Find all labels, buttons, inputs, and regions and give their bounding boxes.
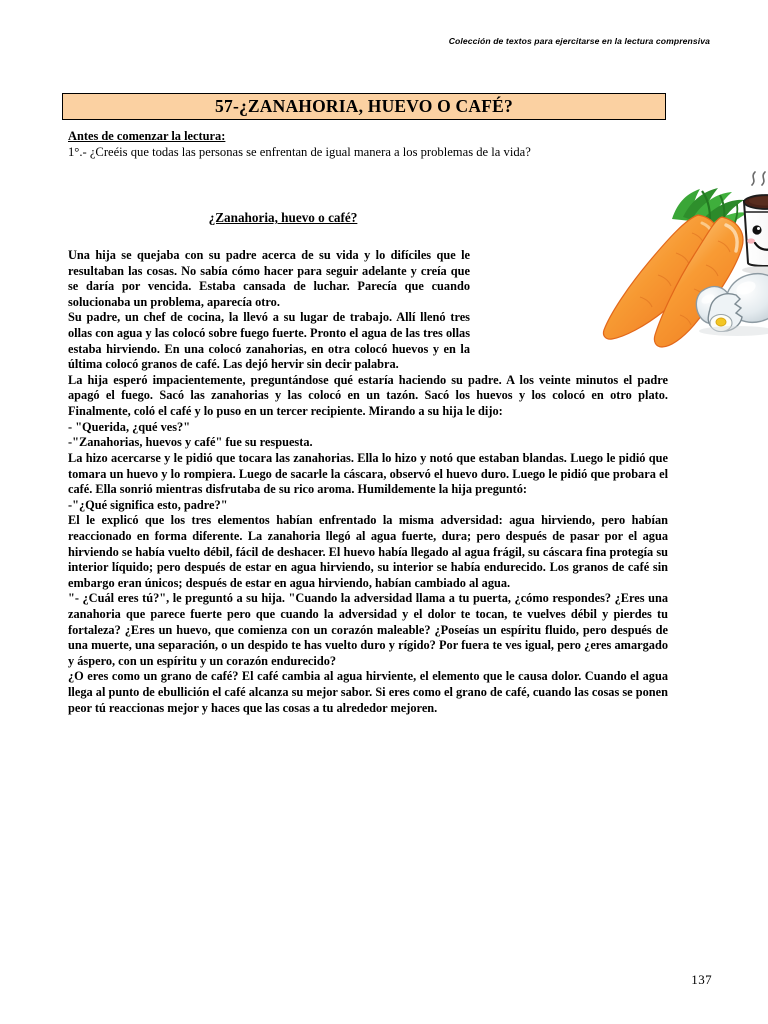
illustration-text-wrap-spacer bbox=[470, 248, 668, 358]
mug-smile bbox=[755, 243, 768, 250]
story-dialogue-line: -"¿Qué significa esto, padre?" bbox=[68, 497, 228, 512]
story-dialogue-line: -"Zanahorias, huevos y café" fue su respuesta. bbox=[68, 435, 313, 450]
story-paragraph: ¿O eres como un grano de café? El café cambia al agua hirviente, el elemento que le causa dolor. Cuando el agua llega al punto de ebullición el café alcanza su mejor sabor. Si eres como el grano de café, cuando las cosas se ponen peor tú reaccionas mejor y haces que las cosas a tu alrededor mejoren. bbox=[68, 669, 668, 715]
story-paragraph: "- ¿Cuál eres tú?", le preguntó a su hija. "Cuando la adversidad llama a tu puerta, ¿cómo respondes? ¿Eres una zanahoria que parece fuerte pero que cuando la adversidad y el dolor te tocan, te vuelves débil y pierdes tu fortaleza? ¿Eres un huevo, que comienza con un corazón maleable? ¿Poseías un espíritu fluido, pero después de una muerte, una separación, o un despido te has vuelto duro y rígido? Por fuera te ves igual, pero ¿eres amargado y áspero, con un espíritu y un corazón endurecido? bbox=[68, 591, 668, 668]
story-paragraph: La hija esperó impacientemente, preguntándose qué estaría haciendo su padre. A los veinte minutos el padre apagó el fuego. Sacó las zanahorias y las colocó en un tazón. Sacó los huevos y los colocó en otro plato. Finalmente, coló el café y lo puso en un tercer recipiente. Mirando a su hija le dijo: bbox=[68, 372, 668, 419]
page-number: 137 bbox=[691, 972, 712, 987]
mug-eye-left bbox=[752, 225, 761, 234]
running-header: Colección de textos para ejercitarse en la lectura comprensiva bbox=[448, 36, 710, 46]
steam-icon bbox=[752, 172, 768, 186]
story-paragraph: El le explicó que los tres elementos habían enfrentado la misma adversidad: agua hirviendo, pero habían reaccionado en forma diferente. La zanahoria llegó al agua fuerte, dura; pero después de pasar por el agua hirviendo se había vuelto débil, fácil de deshacer. El huevo había llegado al agua frágil, su cáscara fina protegía su interior líquido; pero después de estar en agua hirviendo, su interior se había endurecido. Los granos de café sin embargo eran únicos; después de estar en agua hirviendo, habían cambiado al agua. bbox=[68, 513, 668, 590]
story-paragraph: La hizo acercarse y le pidió que tocara las zanahorias. Ella lo hizo y notó que estaban blandas. Luego le pidió que tomara un huevo y lo rompiera. Luego de sacarle la cáscara, observó el huevo duro. Luego le pidió que probara el café. Ella sonrió mientras disfrutaba de su rico aroma. Humildemente la hija preguntó: bbox=[68, 450, 668, 497]
story-paragraph: Su padre, un chef de cocina, la llevó a su lugar de trabajo. Allí llenó tres ollas con agua y las colocó sobre fuego fuerte. Pronto el agua de las tres ollas estaba hirviendo. En una colocó zanahorias, en otra colocó huevos y en la última colocó granos de café. Las dejó hervir sin decir palabra. bbox=[68, 310, 470, 372]
content-column bbox=[68, 129, 668, 715]
prereading-question: 1°.- ¿Creéis que todas las personas se enfrentan de igual manera a los problemas de la vida? bbox=[68, 145, 531, 160]
story-paragraph: Una hija se quejaba con su padre acerca de su vida y lo difíciles que le resultaban las cosas. No sabía cómo hacer para seguir adelante y creía que se daría por vencida. Estaba cansada de luchar. Parecía que cuando solucionaba un problema, aparecía otro. bbox=[68, 248, 470, 309]
story-subtitle bbox=[68, 210, 498, 226]
eggs-icon bbox=[696, 268, 768, 336]
coffee-mug-icon bbox=[742, 172, 768, 274]
title-banner bbox=[62, 93, 666, 120]
page-title: 57-¿ZANAHORIA, HUEVO O CAFÉ? bbox=[215, 95, 513, 116]
story-dialogue-line: - "Querida, ¿qué ves?" bbox=[68, 419, 191, 434]
carrot-leaves-icon bbox=[672, 188, 748, 232]
mug-cheek-left bbox=[747, 238, 755, 243]
prereading-heading: Antes de comenzar la lectura: bbox=[68, 129, 226, 143]
story-subtitle-text: ¿Zanahoria, huevo o café? bbox=[208, 210, 358, 225]
story-body bbox=[68, 248, 668, 716]
